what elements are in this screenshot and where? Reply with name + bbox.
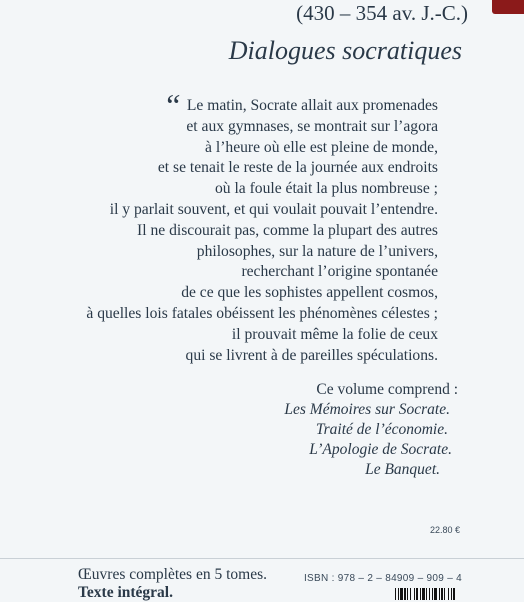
isbn-label: ISBN : 978 – 2 – 84909 – 909 – 4 <box>303 573 462 584</box>
quote-line: et aux gymnases, se montrait sur l’agora <box>186 117 438 135</box>
contents-intro: Ce volume comprend : <box>316 381 458 398</box>
footer-line-complete-works: Œuvres complètes en 5 tomes. <box>78 566 267 583</box>
quote-line: Il ne discourait pas, comme la plupart des autres <box>137 221 438 239</box>
contents-item: Les Mémoires sur Socrate. <box>284 401 450 418</box>
author-dates: (430 – 354 av. J.-C.) <box>296 1 468 25</box>
quote-line: philosophes, sur la nature de l’univers, <box>196 242 438 260</box>
volume-contents <box>284 380 458 480</box>
price-label: 22.80 € <box>429 525 460 535</box>
quote-line: à l’heure où elle est pleine de monde, <box>205 138 438 156</box>
quote-line: de ce que les sophistes appellent cosmos, <box>181 284 438 302</box>
footer-line-full-text: Texte intégral. <box>78 584 173 601</box>
open-quote-mark: “ <box>163 87 181 123</box>
corner-tab <box>492 0 524 14</box>
contents-item: Traité de l’économie. <box>315 421 448 438</box>
barcode-graphic <box>395 588 456 600</box>
book-title: Dialogues socratiques <box>228 36 462 65</box>
footer-divider <box>0 558 524 559</box>
quote-line: recherchant l’origine spontanée <box>241 263 438 281</box>
back-cover-quote <box>86 87 438 366</box>
footer-text <box>78 566 267 602</box>
quote-line: il y parlait souvent, et qui voulait pouvait l’entendre. <box>109 200 438 218</box>
contents-item: L’Apologie de Socrate. <box>309 441 452 458</box>
quote-line: il prouvait même la folie de ceux <box>231 325 438 343</box>
quote-line: à quelles lois fatales obéissent les phénomènes célestes ; <box>86 304 438 322</box>
quote-line: “ Le matin, Socrate allait aux promenades <box>163 87 438 123</box>
quote-line: où la foule était la plus nombreuse ; <box>214 180 438 198</box>
quote-line: et se tenait le reste de la journée aux endroits <box>157 159 438 177</box>
contents-item: Le Banquet. <box>365 461 440 478</box>
quote-line: qui se livrent à de pareilles spéculations. <box>185 346 438 364</box>
